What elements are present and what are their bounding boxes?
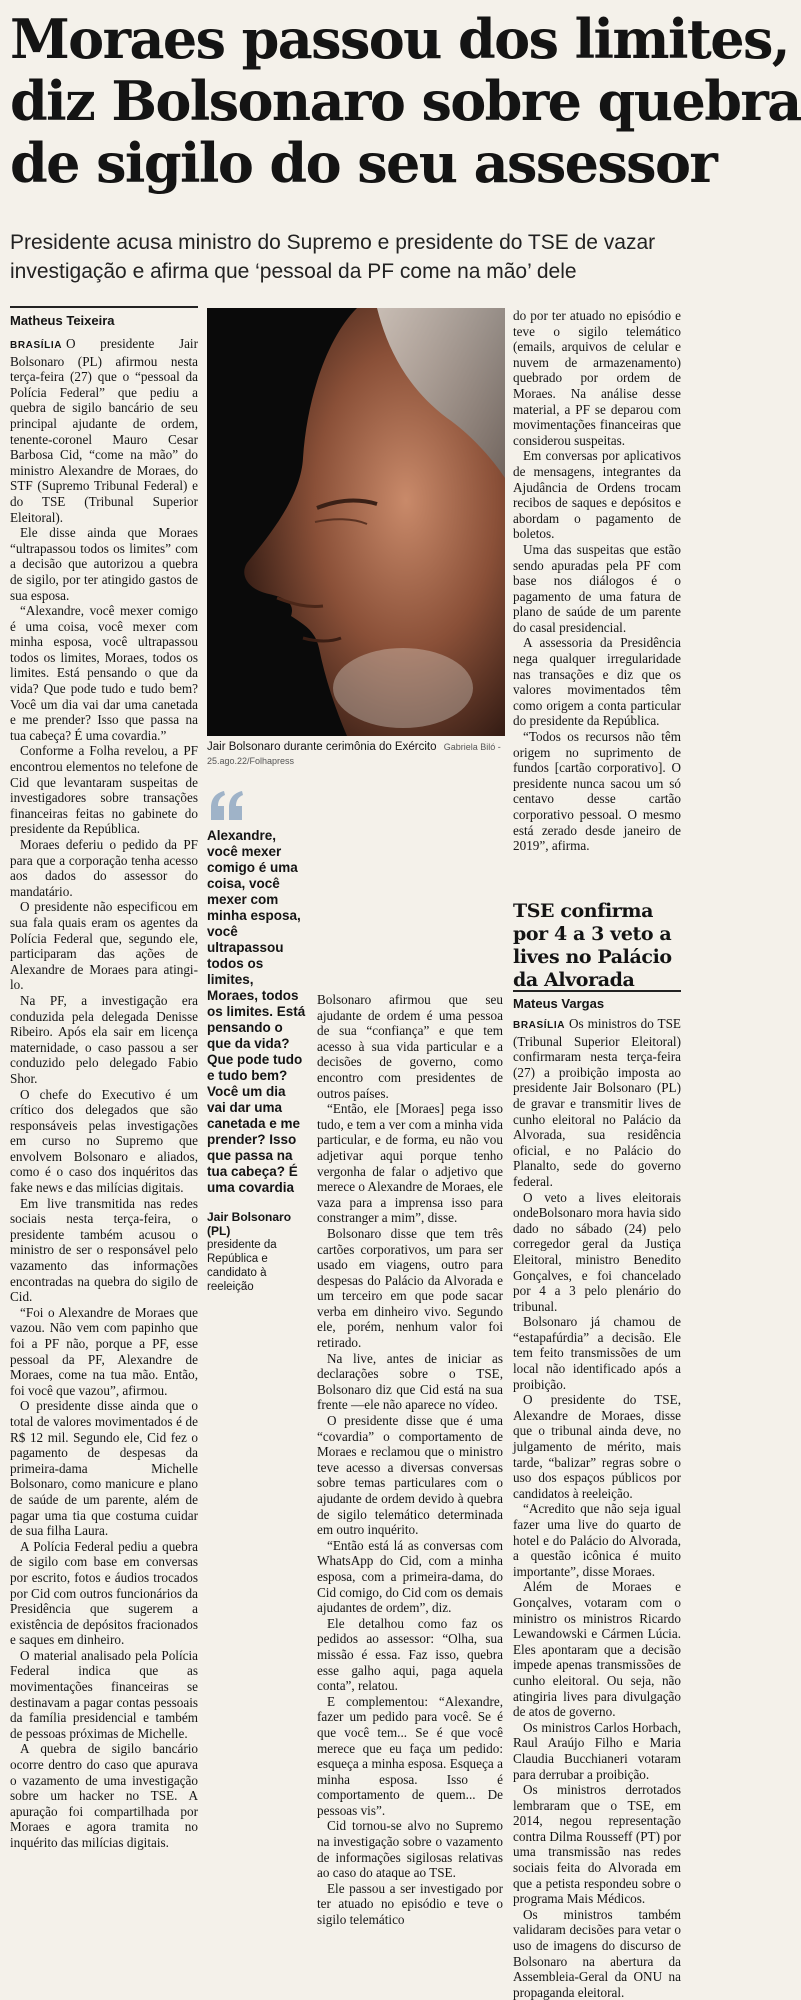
sidebar-paragraph: Os ministros derrotados lembraram que o TSE, em 2014, negou representação contra Dilma Rousseff (PT) por uma transmissão nas redes sociais feita do Alvorada em que a petista respondeu sobre o programa Mais Médicos. (513, 1782, 681, 1907)
article-paragraph: Bolsonaro disse que tem três cartões corporativos, um para ser usado em viagens, outro para despesas do Palácio da Alvorada e um terceiro em que pode sacar verba em dinheiro vivo. Segundo ele, porém, nenhum valor foi retirado. (317, 1225, 503, 1351)
article-paragraph: “Alexandre, você mexer comigo é uma coisa, você mexer com minha esposa, você ultrapassou todos os limites, Moraes, todos os limites. Está pensando o que da vida? Que pode tudo e tudo bem? Você um dia vai dar uma canetada e me prender? Isso que passa na tua cabeça? É uma covardia.” (10, 603, 198, 743)
article-paragraph: Uma das suspeitas que estão sendo apuradas pela PF com base nos diálogos é o pagamento de uma fatura de plano de saúde de um parente do casal presidencial. (513, 541, 681, 635)
article-paragraph: O material analisado pela Polícia Federal indica que as movimentações financeiras se destinavam a pagar contas pessoais da família presidencial e também de pessoas próximas de Michelle. (10, 1647, 198, 1741)
article-paragraph: Bolsonaro afirmou que seu ajudante de ordem é uma pessoa de sua “confiança” e que tem acesso à sua vida particular e a decisões de governo, como encontro com presidentes de outros países. (317, 992, 503, 1101)
sidebar-paragraph (513, 1016, 681, 1190)
article-paragraph: Em live transmitida nas redes sociais nesta terça-feira, o presidente também acusou o ministro de ser o responsável pelo vazamento das informações encontradas na quebra do sigilo de Cid. (10, 1195, 198, 1305)
sidebar-paragraph: Além de Moraes e Gonçalves, votaram com o ministro os ministros Ricardo Lewandowski e Cármen Lúcia. Eles apontaram que a decisão impede apenas transmissões de cunho eleitoral. Ou seja, não atingiria lives para divulgação de atos de governo. (513, 1579, 681, 1720)
sidebar-paragraph: Os ministros também validaram decisões para vetar o uso de imagens do discurso de Bolsonaro na abertura da Assembleia-Geral da ONU na propaganda eleitoral. (513, 1906, 681, 2000)
sidebar-column (513, 1016, 681, 2000)
sidebar-headline: TSE confirma por 4 a 3 veto a lives no Palácio da Alvorada (513, 900, 672, 991)
article-paragraph: “Foi o Alexandre de Moraes que vazou. Não vem com papinho que foi a PF não, porque a PF, esse pessoal da PF, Alexandre de Moraes, come na tua mão. Então, foi você que vazou”, afirmou. (10, 1304, 198, 1398)
dateline: BRASÍLIA (10, 340, 63, 351)
sidebar-paragraph: O presidente do TSE, Alexandre de Moraes, disse que o tribunal ainda deve, no julgamento de mérito, mais tarde, “balizar” regras sobre o uso dos espaços públicos por candidatos à reeleição. (513, 1392, 681, 1501)
article-paragraph: Na PF, a investigação era conduzida pela delegada Denisse Ribeiro. Após ela sair em licença maternidade, o caso passou a ser conduzido pelo delegado Fabio Shor. (10, 992, 198, 1086)
headline-line: de sigilo do seu assessor (10, 131, 717, 195)
article-byline: Matheus Teixeira (10, 306, 198, 328)
bolsonaro-portrait-image (207, 308, 505, 736)
article-paragraph: Ele disse ainda que Moraes “ultrapassou todos os limites” com a decisão que autorizou a quebra de sigilo, por ter atingido gastos de sua esposa. (10, 525, 198, 603)
sidebar-paragraph: “Acredito que não seja igual fazer uma live do quarto de hotel e do Palácio do Alvorada, a questão icônica é muito importante”, disse Moraes. (513, 1501, 681, 1579)
caption-text: Jair Bolsonaro durante cerimônia do Exército (207, 741, 437, 753)
article-paragraph (10, 336, 198, 525)
article-paragraph: “Então está lá as conversas com WhatsApp do Cid, com a minha esposa, com a primeira-dama, do Cid comigo, do Cid com os demais ajudantes de ordem”, diz. (317, 1537, 503, 1616)
article-paragraph: A assessoria da Presidência nega qualquer irregularidade nas transações e diz que os valores movimentados têm como origem a conta particular do presidente da República. (513, 635, 681, 729)
sidebar-paragraph: O veto a lives eleitorais ondeBolsonaro mora havia sido dado no sábado (24) pelo corregedor geral da Justiça Eleitoral, ministro Benedito Gonçalves, e foi chancelado por 4 a 3 pelo plenário do tribunal. (513, 1189, 681, 1314)
pull-quote (207, 790, 307, 1293)
article-headline (10, 7, 801, 195)
quote-author: Jair Bolsonaro (PL) (207, 1210, 292, 1238)
paragraph-text: O presidente Jair Bolsonaro (PL) afirmou nesta terça-feira (27) que o “pessoal da Polícia Federal” que pediu a quebra de sigilo bancário de seu principal ajudante de ordem, tenente-coronel Mauro Cesar Barbosa Cid, “come na mão” do ministro Alexandre de Moraes, do STF (Supremo Tribunal Federal) e do TSE (Tribunal Superior Eleitoral). (10, 336, 198, 525)
article-paragraph: Conforme a Folha revelou, a PF encontrou elementos no telefone de Cid que levantaram suspeitas de investigadores sobre transações financeiras feitas no gabinete do presidente da República. (10, 743, 198, 837)
article-paragraph: Na live, antes de iniciar as declarações sobre o TSE, Bolsonaro diz que Cid está na sua frente —ele não aparece no vídeo. (317, 1350, 503, 1413)
article-paragraph: Em conversas por aplicativos de mensagens, integrantes da Ajudância de Ordens trocam recibos de saques e depósitos e abordam o pagamento de boletos. (513, 448, 681, 542)
article-paragraph: A quebra de sigilo bancário ocorre dentro do caso que apurava o vazamento de uma investigação sobre um hacker no TSE. A apuração foi compartilhada por Moraes e agora tramita no inquérito das milícias digitais. (10, 1741, 198, 1850)
photo-credit: Gabriela Biló - 25.ago.22/Folhapress (207, 742, 501, 766)
article-paragraph: “Então, ele [Moraes] pega isso tudo, e tem a ver com a minha vida particular, e de forma, eu não vou adjetivar aqui porque tenho vergonha de falar o adjetivo que merece o Alexandre de Moraes, ele vaza para a imprensa isso para constranger a mim”, disse. (317, 1101, 503, 1226)
paragraph-text: Os ministros do TSE (Tribunal Superior Eleitoral) confirmaram nesta terça-feira (27) a proibição imposta ao presidente Jair Bolsonaro (PL) de gravar e transmitir lives de cunho eleitoral no Palácio da Alvorada, sua residência oficial, e no Palácio do Planalto, sede do governo federal. (513, 1016, 681, 1189)
article-paragraph: Ele detalhou como faz os pedidos ao assessor: “Olha, sua missão é essa. Faz isso, quebra esse galho aqui, paga aquela conta”, relatou. (317, 1615, 503, 1694)
headline-line: diz Bolsonaro sobre quebra (10, 69, 801, 133)
photo-caption (207, 740, 505, 768)
article-column-1 (10, 336, 198, 1966)
article-paragraph: E complementou: “Alexandre, fazer um pedido para você. Se é que você tem... Se é que você merece que eu faça um pedido: esqueça a minha esposa. Esqueça a minha esposa. Isso é comportamento de quem... De pessoas vis”. (317, 1693, 503, 1818)
article-paragraph: A Polícia Federal pediu a quebra de sigilo com base em conversas por escrito, fotos e áudios trocados por Cid com outros funcionários da Presidência que sugerem a existência de depósitos fracionados e saques em dinheiro. (10, 1538, 198, 1648)
article-paragraph: Cid tornou-se alvo no Supremo na investigação sobre o vazamento de informações sigilosas relativas ao caso do ataque ao TSE. (317, 1818, 503, 1881)
headline-line: Moraes passou dos limites, (10, 7, 789, 71)
quotation-mark-icon (207, 790, 247, 822)
article-paragraph: “Todos os recursos não têm origem no suprimento de fundos [cartão corporativo]. O presidente nunca sacou um só centavo desse cartão corporativo pessoal. O mesmo está zerado desde janeiro de 2019”, afirma. (513, 729, 681, 854)
article-paragraph: O presidente disse ainda que o total de valores movimentados é de R$ 12 mil. Segundo ele, Cid fez o pagamento de despesas da primeira-dama Michelle Bolsonaro, como manicure e plano de saúde de um parente, além de pagar uma tia que costuma cuidar de sua filha Laura. (10, 1398, 198, 1539)
article-paragraph: Moraes deferiu o pedido da PF para que a corporação tenha acesso aos dados do assessor do mandatário. (10, 837, 198, 899)
quote-text: Alexandre, você mexer comigo é uma coisa, você mexer com minha esposa, você ultrapassou todos os limites, Moraes, todos os limites. Está pensando o que da vida? Que pode tudo e tudo bem? Você um dia vai dar uma canetada e me prender? Isso que passa na tua cabeça? É uma covardia (207, 828, 306, 1195)
article-paragraph: O presidente não especificou em sua fala quais eram os agentes da Polícia Federal que, segundo ele, participaram das ações de Alexandre de Moraes para atingi-lo. (10, 899, 198, 993)
article-paragraph: O chefe do Executivo é um crítico dos delegados que são responsáveis pelas investigações em curso no Supremo que envolvem Bolsonaro e aliados, como é o caso dos inquéritos das fake news e das milícias digitais. (10, 1086, 198, 1196)
article-subheadline: Presidente acusa ministro do Supremo e presidente do TSE de vazar investigação e afirma que ‘pessoal da PF come na mão’ dele (10, 231, 656, 283)
article-paragraph: do por ter atuado no episódio e teve o sigilo telemático (emails, arquivos de celular e nuvem de armazenamento) quebrado por ordem de Moraes. Na análise desse material, a PF se deparou com movimentações financeiras que considerou suspeitas. (513, 308, 681, 448)
article-column-3 (513, 308, 681, 888)
sidebar-byline: Mateus Vargas (513, 990, 681, 1011)
sidebar-paragraph: Bolsonaro já chamou de “estapafúrdia” a decisão. Ele tem feito transmissões de um local não identificado após a proibição. (513, 1314, 681, 1392)
dateline: BRASÍLIA (513, 1020, 566, 1031)
article-photo (207, 308, 505, 736)
quote-role: presidente da República e candidato à reeleição (207, 1239, 277, 1293)
article-paragraph: O presidente disse que é uma “covardia” o comportamento de Moraes e reclamou que o ministro teve acesso a diversas conversas sobre temas particulares com o ajudante de ordem devido à quebra de sigilo telemático determinada em outro inquérito. (317, 1413, 503, 1538)
sidebar-paragraph: Os ministros Carlos Horbach, Raul Araújo Filho e Maria Claudia Bucchianeri votaram para derrubar a proibição. (513, 1719, 681, 1782)
article-paragraph: Ele passou a ser investigado por ter atuado no episódio e teve o sigilo telemático (317, 1880, 503, 1928)
article-column-2 (317, 992, 503, 1966)
